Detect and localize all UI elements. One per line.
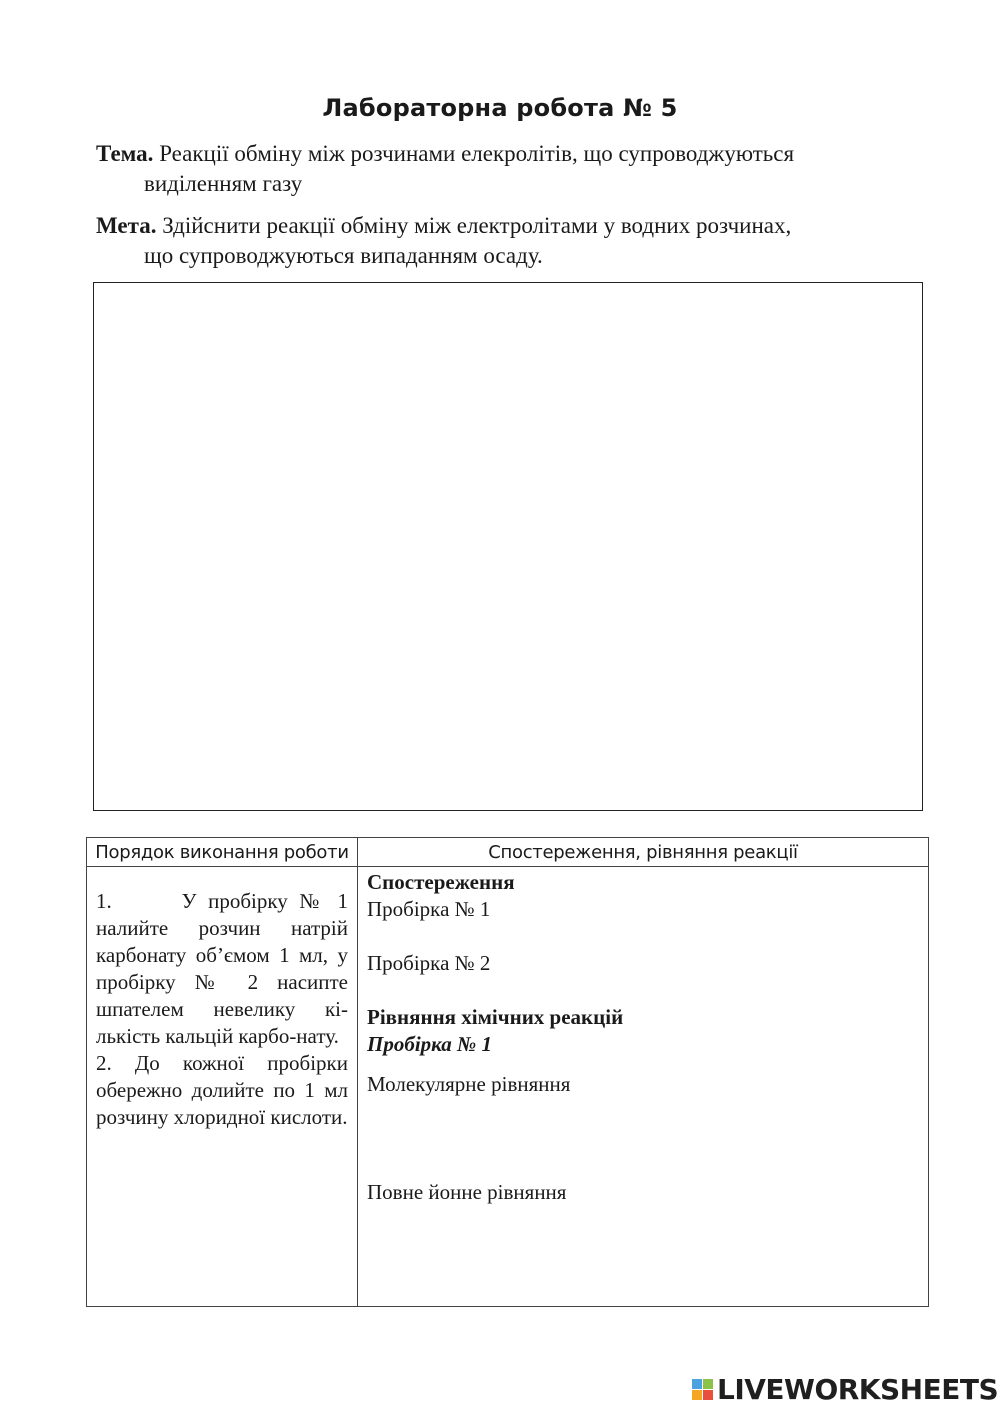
- procedure-step-1: 1. У пробірку № 1 налийте розчин натрій карбонату об’ємом 1 мл, у пробірку № 2 насипте шпателем невелику кі-лькість кальцій карбо-нату.: [96, 889, 348, 1048]
- goal-text-continued: що супроводжуються випаданням осаду.: [144, 243, 543, 268]
- topic-paragraph: [96, 139, 905, 199]
- tube-2-label: Пробірка № 2: [367, 951, 491, 975]
- tube-1-label: Пробірка № 1: [367, 897, 491, 921]
- drawing-area-box[interactable]: [93, 282, 923, 811]
- observations-cell[interactable]: [358, 867, 929, 1307]
- goal-label: Мета.: [96, 213, 157, 238]
- molecular-equation-label: Молекулярне рівняння: [367, 1072, 571, 1096]
- logo-square-v: [692, 1390, 702, 1400]
- table-header-row: [87, 838, 929, 867]
- procedure-step-2: 2. До кожної пробірки обережно долийте по 1 мл розчину хлоридної кислоти.: [96, 1051, 348, 1129]
- ionic-equation-label: Повне йонне рівняння: [367, 1180, 567, 1204]
- procedure-column-header: Порядок виконання роботи: [87, 838, 358, 867]
- observations-column-header: Спостереження, рівняння реакції: [358, 838, 929, 867]
- logo-grid-icon: [692, 1379, 713, 1400]
- equations-tube-1-label: Пробірка № 1: [367, 1032, 492, 1056]
- logo-square-l: [692, 1379, 702, 1389]
- table-row: [87, 867, 929, 1307]
- goal-paragraph: [96, 211, 905, 271]
- brand-name: LIVEWORKSHEETS: [717, 1372, 999, 1406]
- topic-text: Реакції обміну між розчинами елекролітів, що супроводжуються: [159, 141, 795, 166]
- liveworksheets-logo: [692, 1374, 998, 1404]
- observations-heading: Спостереження: [367, 870, 515, 894]
- topic-label: Тема.: [96, 141, 154, 166]
- goal-text: Здійснити реакції обміну між електролітами у водних розчинах,: [162, 213, 792, 238]
- page-title: Лабораторна робота № 5: [322, 94, 678, 122]
- lab-work-table: [86, 837, 929, 1307]
- logo-square-i: [703, 1379, 713, 1389]
- procedure-cell: [87, 867, 358, 1307]
- equations-heading: Рівняння хімічних реакцій: [367, 1005, 624, 1029]
- topic-text-continued: виділенням газу: [144, 171, 303, 196]
- logo-square-e: [703, 1390, 713, 1400]
